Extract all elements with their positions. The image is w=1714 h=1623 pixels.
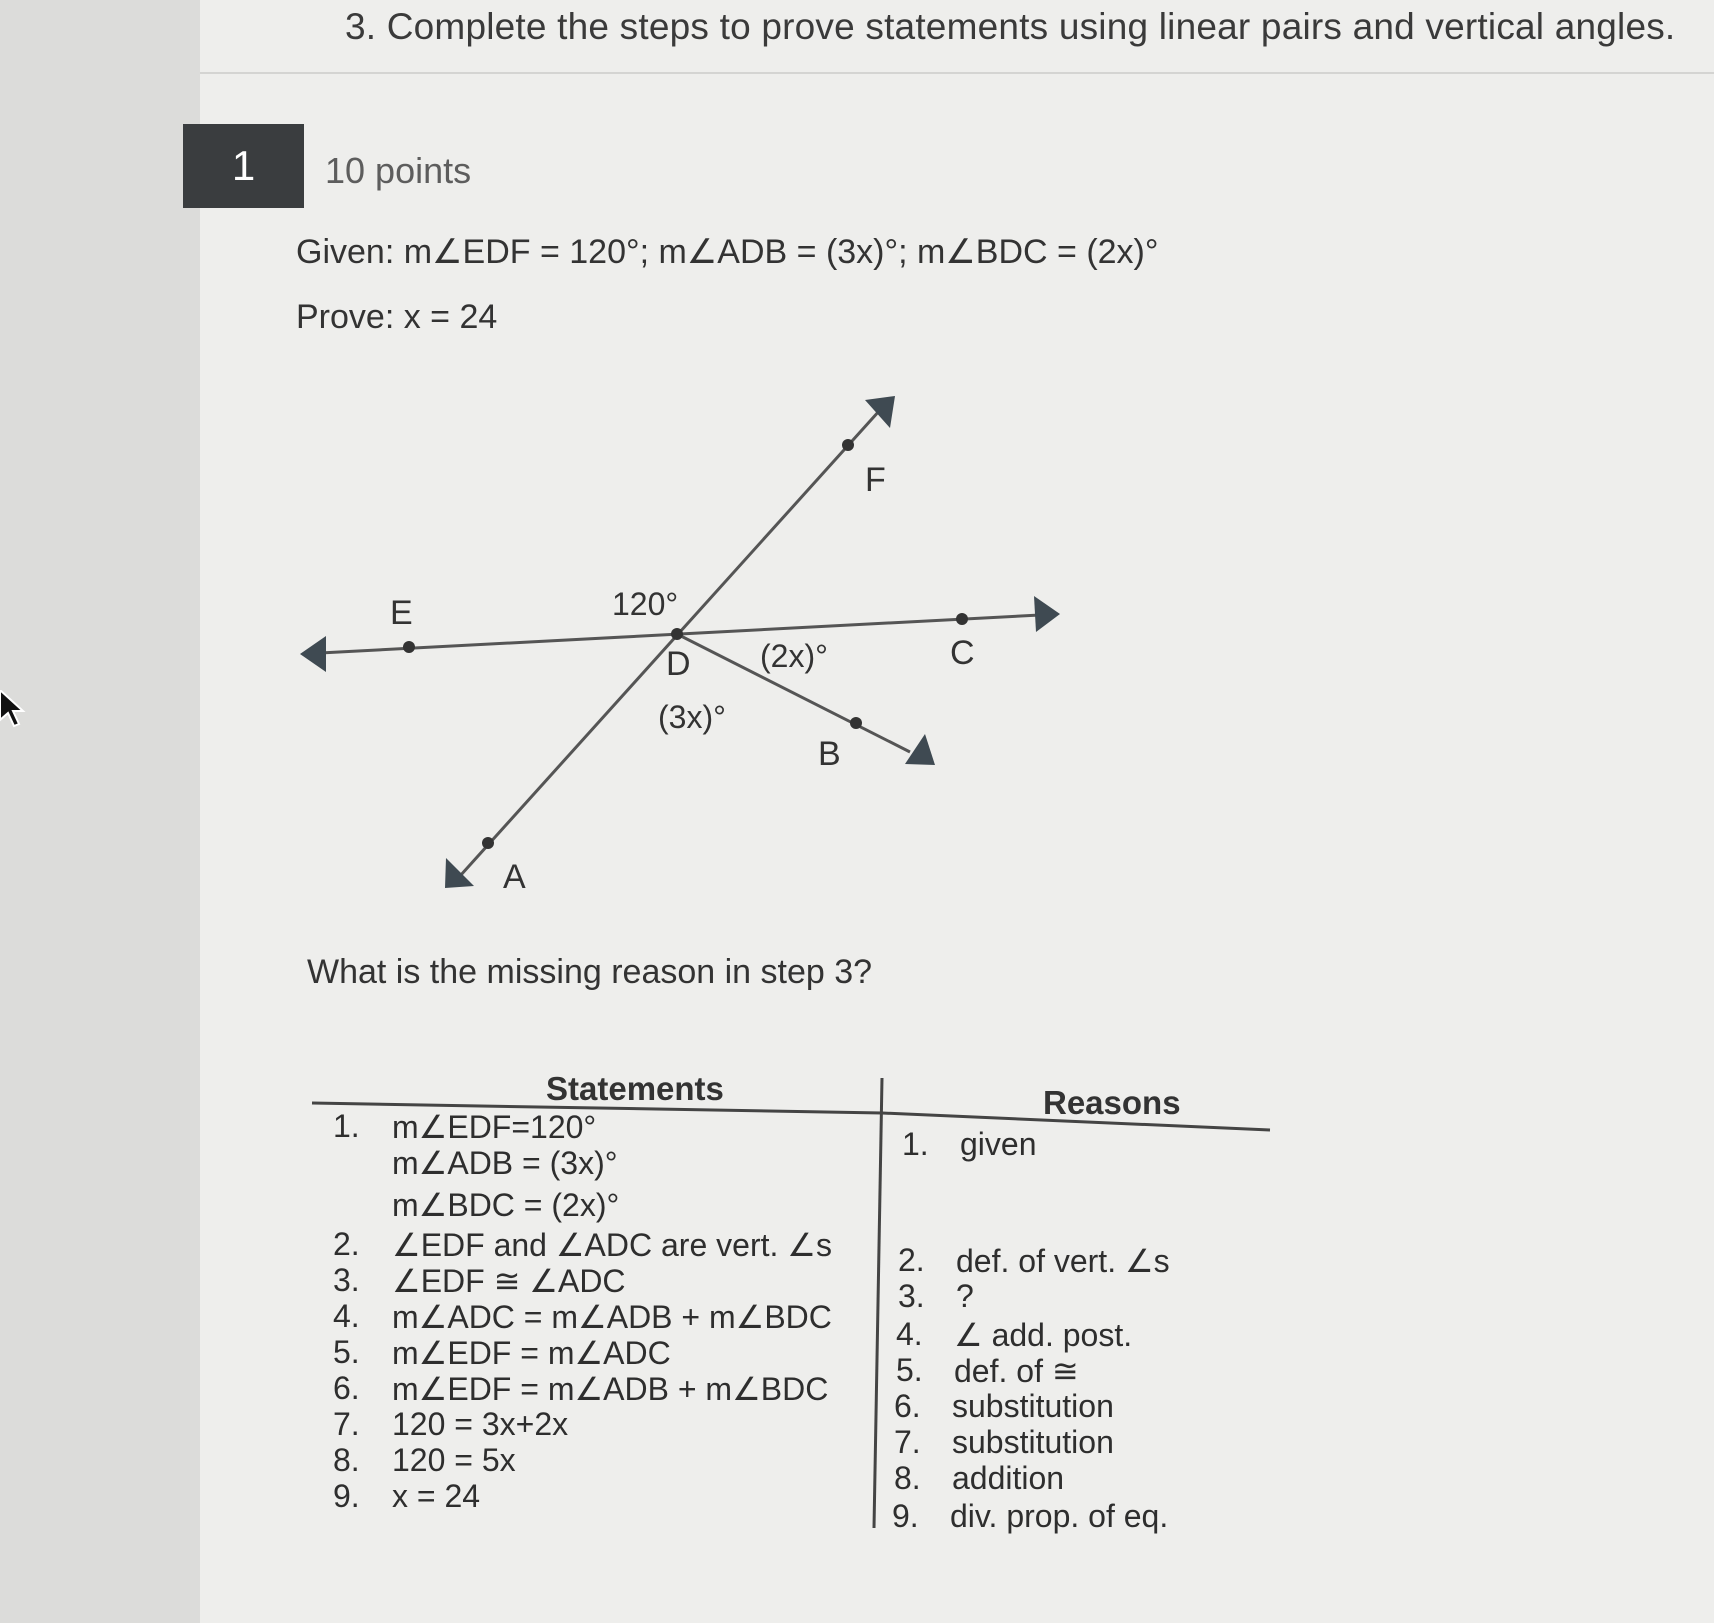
statements-header: Statements	[546, 1070, 724, 1107]
statement-text: x = 24	[392, 1478, 481, 1514]
statement-text: m∠EDF = m∠ADB + m∠BDC	[392, 1371, 829, 1407]
statement-text: 120 = 3x+2x	[392, 1406, 569, 1442]
statement-number: 9.	[333, 1478, 360, 1514]
reason-text: addition	[952, 1460, 1065, 1496]
column-divider	[874, 1078, 882, 1528]
statement-text: m∠ADC = m∠ADB + m∠BDC	[392, 1299, 832, 1335]
angle-bdc-label: (2x)°	[760, 638, 828, 674]
reason-text: substitution	[952, 1424, 1114, 1460]
statement-text: m∠ADB = (3x)°	[392, 1145, 618, 1181]
statement-text: m∠EDF=120°	[392, 1109, 597, 1145]
instruction-text: 3. Complete the steps to prove statements using linear pairs and vertical angles.	[345, 6, 1676, 47]
statement-number: 4.	[333, 1298, 360, 1334]
reason-number: 4.	[896, 1316, 923, 1352]
question-text: What is the missing reason in step 3?	[307, 953, 873, 991]
reason-text: given	[960, 1126, 1037, 1162]
label-a: A	[503, 858, 526, 896]
reason-text: substitution	[952, 1388, 1114, 1424]
reason-number: 8.	[894, 1460, 921, 1496]
label-c: C	[950, 634, 975, 672]
given-text: m∠EDF = 120°; m∠ADB = (3x)°; m∠BDC = (2x)°	[403, 233, 1159, 271]
statement-text: ∠EDF and ∠ADC are vert. ∠s	[392, 1227, 832, 1263]
angle-edf-label: 120°	[612, 586, 679, 622]
mouse-cursor-icon	[0, 690, 26, 730]
reason-number: 3.	[898, 1278, 925, 1314]
reason-text: def. of ≅	[954, 1353, 1079, 1389]
reason-number: 1.	[902, 1126, 929, 1162]
reason-number: 7.	[894, 1424, 921, 1460]
reason-number: 5.	[896, 1352, 923, 1388]
statement-number: 5.	[333, 1334, 360, 1370]
reason-number: 6.	[894, 1388, 921, 1424]
statement-text: m∠EDF = m∠ADC	[392, 1335, 671, 1371]
reason-text-missing: ?	[956, 1278, 974, 1314]
reason-text: div. prop. of eq.	[950, 1498, 1169, 1534]
reason-text: ∠ add. post.	[954, 1317, 1133, 1353]
statement-number: 1.	[333, 1108, 360, 1144]
reason-text: def. of vert. ∠s	[956, 1243, 1170, 1279]
label-d: D	[666, 645, 691, 683]
label-e: E	[390, 594, 413, 632]
statement-number: 2.	[333, 1226, 360, 1262]
points-label: 10 points	[325, 150, 472, 191]
prove-text: x = 24	[403, 298, 498, 336]
statement-number: 7.	[333, 1406, 360, 1442]
reason-number: 9.	[892, 1498, 919, 1534]
label-f: F	[865, 461, 886, 499]
given-label: Given:	[296, 233, 404, 271]
statement-text: ∠EDF ≅ ∠ADC	[392, 1263, 626, 1299]
statement-number: 3.	[333, 1262, 360, 1298]
statement-number: 6.	[333, 1370, 360, 1406]
reasons-header: Reasons	[1043, 1084, 1181, 1121]
reason-number: 2.	[898, 1242, 925, 1278]
statement-text: m∠BDC = (2x)°	[392, 1187, 620, 1223]
angle-adb-label: (3x)°	[658, 699, 726, 735]
statement-text: 120 = 5x	[392, 1442, 516, 1478]
statement-number: 8.	[333, 1442, 360, 1478]
label-b: B	[818, 735, 841, 773]
question-number: 1	[231, 142, 256, 189]
prove-label: Prove:	[296, 298, 404, 336]
